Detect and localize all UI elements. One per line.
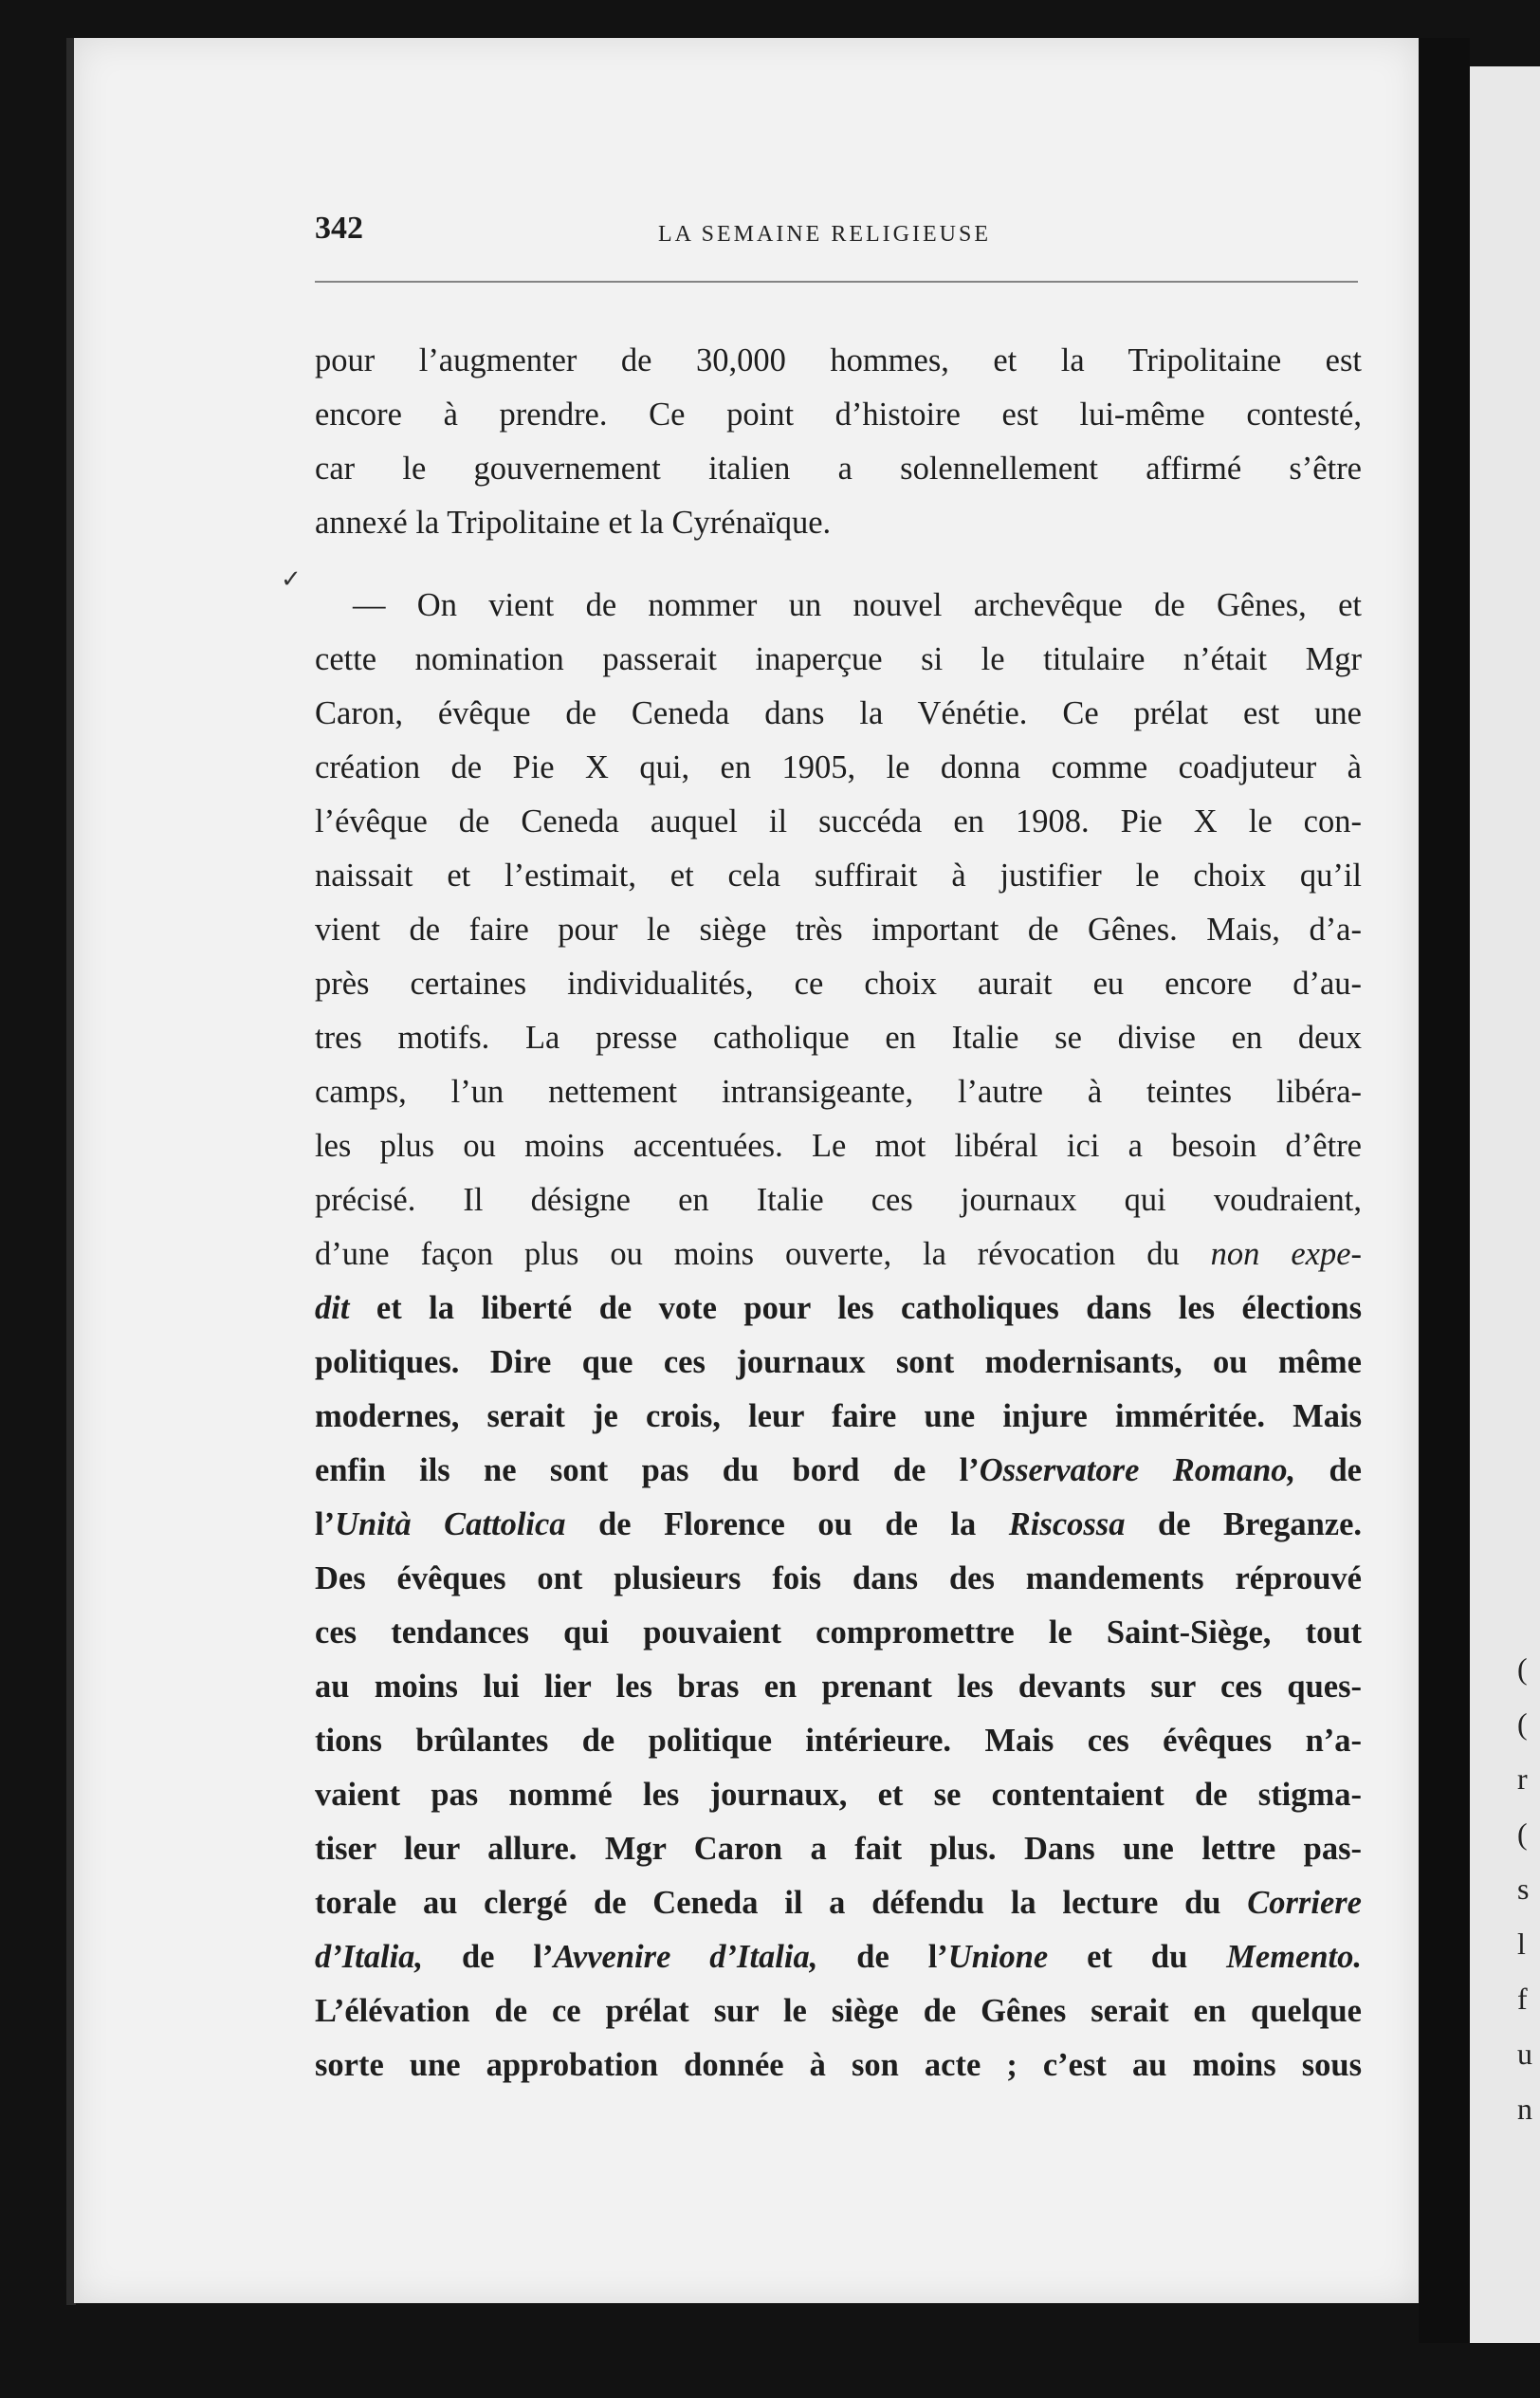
text-line: création de Pie X qui, en 1905, le donna comme coadjuteur à <box>315 749 1362 785</box>
italic-title: Osservatore Romano, <box>979 1452 1296 1488</box>
text-line: modernes, serait je crois, leur faire une injure imméritée. Mais <box>315 1398 1362 1434</box>
text-line: les plus ou moins accentuées. Le mot libéral ici a besoin d’être <box>315 1128 1362 1164</box>
italic-phrase: non expe- <box>1210 1236 1362 1272</box>
text-line: sorte une approbation donnée à son acte ; c’est au moins sous <box>315 2047 1362 2083</box>
bold-text-region <box>315 1282 1362 2093</box>
running-head <box>237 211 1366 258</box>
italic-title: Riscossa <box>1008 1506 1126 1542</box>
margin-check-mark: ✓ <box>281 565 302 594</box>
text-fragment: r <box>1517 1762 1528 1796</box>
text-line: vient de faire pour le siège très important de Gênes. Mais, d’a- <box>315 912 1362 948</box>
text-span: de l’ <box>423 1939 554 1975</box>
header-rule <box>315 281 1358 283</box>
text-line: annexé la Tripolitaine et la Cyrénaïque. <box>315 505 832 541</box>
italic-phrase: dit <box>315 1290 350 1326</box>
text-line: L’élévation de ce prélat sur le siège de Gênes serait en quelque <box>315 1993 1362 2029</box>
text-line: tions brûlantes de politique intérieure. Mais ces évêques n’a- <box>315 1723 1362 1759</box>
text-fragment: l <box>1517 1927 1526 1961</box>
text-line <box>315 1282 1362 1336</box>
text-line: Des évêques ont plusieurs fois dans des mandements réprouvé <box>315 1560 1362 1596</box>
text-span: et la liberté de vote pour les catholiques dans les élections <box>349 1290 1362 1326</box>
body-text <box>315 334 1362 2093</box>
italic-title: Unità Cattolica <box>335 1506 566 1542</box>
text-line: car le gouvernement italien a solennellement affirmé s’être <box>315 451 1362 487</box>
text-line: l’évêque de Ceneda auquel il succéda en 1908. Pie X le con- <box>315 803 1362 839</box>
text-fragment: ( <box>1517 1817 1528 1851</box>
text-line: au moins lui lier les bras en prenant les devants sur ces ques- <box>315 1669 1362 1705</box>
text-span: enfin ils ne sont pas du bord de l’ <box>315 1452 980 1488</box>
text-line <box>315 1876 1362 1930</box>
text-span: torale au clergé de Ceneda il a défendu la lecture du <box>315 1885 1248 1921</box>
text-fragment: n <box>1517 2092 1532 2126</box>
text-fragment: ( <box>1517 1651 1528 1686</box>
text-line: tres motifs. La presse catholique en Italie se divise en deux <box>315 1020 1362 1056</box>
text-line: encore à prendre. Ce point d’histoire est lui-même contesté, <box>315 397 1362 433</box>
text-fragment: ( <box>1517 1706 1528 1741</box>
italic-title: Corriere <box>1247 1885 1362 1921</box>
book-gutter <box>1419 38 1470 2343</box>
text-line: Caron, évêque de Ceneda dans la Vénétie. Ce prélat est une <box>315 695 1362 731</box>
italic-title: d’Italia, <box>315 1939 424 1975</box>
text-line <box>315 1227 1362 1282</box>
italic-title: Unione <box>947 1939 1049 1975</box>
text-line: pour l’augmenter de 30,000 hommes, et la Tripolitaine est <box>315 342 1362 378</box>
text-line: ces tendances qui pouvaient compromettre le Saint-Siège, tout <box>315 1614 1362 1651</box>
text-span: et du <box>1048 1939 1227 1975</box>
text-span: d’une façon plus ou moins ouverte, la révocation du <box>315 1236 1211 1272</box>
text-span: de l’ <box>817 1939 948 1975</box>
adjacent-page-text-fragments <box>1517 1641 1540 2136</box>
text-line: naissait et l’estimait, et cela suffirait à justifier le choix qu’il <box>315 858 1362 894</box>
text-span: de Florence ou de la <box>565 1506 1009 1542</box>
text-line: vaient pas nommé les journaux, et se contentaient de stigma- <box>315 1777 1362 1813</box>
text-line <box>315 1444 1362 1498</box>
page-number: 342 <box>315 211 363 246</box>
text-line: tiser leur allure. Mgr Caron a fait plus. Dans une lettre pas- <box>315 1831 1362 1867</box>
text-span: l’ <box>315 1506 336 1542</box>
text-fragment: f <box>1517 1982 1528 2016</box>
text-line: près certaines individualités, ce choix aurait eu encore d’au- <box>315 966 1362 1002</box>
italic-title: Memento. <box>1226 1939 1362 1975</box>
text-line: précisé. Il désigne en Italie ces journaux qui voudraient, <box>315 1182 1362 1218</box>
text-fragment: u <box>1517 2037 1532 2071</box>
text-line: cette nomination passerait inaperçue si le titulaire n’était Mgr <box>315 641 1362 677</box>
paragraph-gap <box>315 550 1362 579</box>
text-line <box>315 1930 1362 1984</box>
italic-title: Avvenire d’Italia, <box>553 1939 818 1975</box>
text-span: de <box>1295 1452 1362 1488</box>
running-title: LA SEMAINE RELIGIEUSE <box>658 222 991 247</box>
text-fragment: s <box>1517 1872 1530 1906</box>
text-line: camps, l’un nettement intransigeante, l’autre à teintes libéra- <box>315 1074 1362 1110</box>
text-line <box>315 1498 1362 1552</box>
text-span: de Breganze. <box>1125 1506 1362 1542</box>
text-line: — On vient de nommer un nouvel archevêque de Gênes, et <box>353 587 1362 623</box>
text-line: politiques. Dire que ces journaux sont modernisants, ou même <box>315 1344 1362 1380</box>
